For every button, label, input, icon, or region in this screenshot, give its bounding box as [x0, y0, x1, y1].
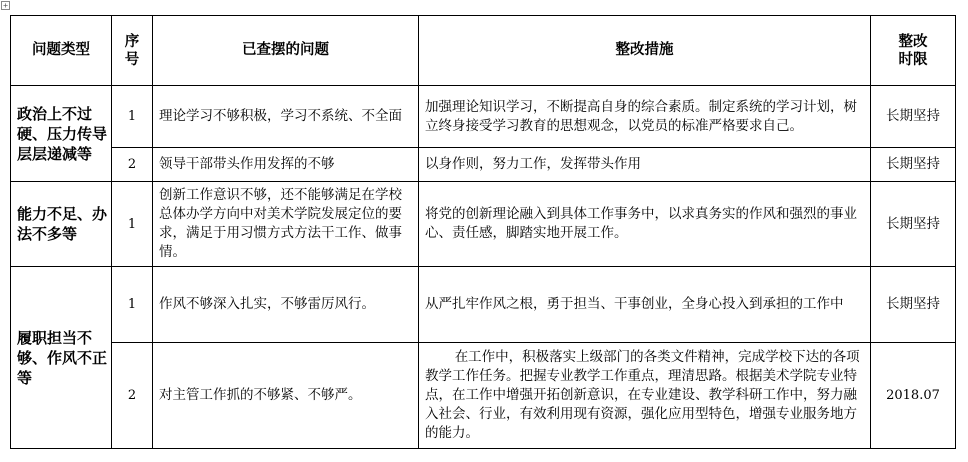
index-cell: 2 — [112, 148, 153, 182]
problem-cell: 理论学习不够积极，学习不系统、不全面 — [153, 86, 419, 148]
category-cell: 政治上不过硬、压力传导层层递减等 — [11, 86, 112, 182]
header-index-line1: 序 — [124, 33, 140, 50]
table-row — [11, 182, 956, 267]
table-row — [11, 86, 956, 148]
term-cell: 长期坚持 — [871, 148, 956, 182]
header-measure: 整改措施 — [419, 16, 871, 86]
problem-cell: 作风不够深入扎实，不够雷厉风行。 — [153, 267, 419, 343]
measure-cell: 加强理论知识学习，不断提高自身的综合素质。制定系统的学习计划，树立终身接受学习教育的思想观念，以党员的标准严格要求自己。 — [419, 86, 871, 148]
problem-cell: 对主管工作抓的不够紧、不够严。 — [153, 343, 419, 449]
problem-cell: 创新工作意识不够，还不能够满足在学校总体办学方向中对美术学院发展定位的要求，满足于用习惯方式方法干工作、做事情。 — [153, 182, 419, 267]
header-index-line2: 号 — [124, 51, 140, 68]
header-row — [11, 16, 956, 86]
term-cell: 长期坚持 — [871, 182, 956, 267]
term-cell: 2018.07 — [871, 343, 956, 449]
header-problem: 已查摆的问题 — [153, 16, 419, 86]
rectification-table — [10, 15, 956, 449]
category-cell: 能力不足、办法不多等 — [11, 182, 112, 267]
measure-cell: 在工作中，积极落实上级部门的各类文件精神，完成学校下达的各项教学工作任务。把握专业教学工作重点，理清思路。根据美术学院专业特点，在工作中增强开拓创新意识，在专业建设、教学科研工作中，努力融入社会、行业，有效利用现有资源，强化应用型特色，增强专业服务地方的能力。 — [419, 343, 871, 449]
header-category: 问题类型 — [11, 16, 112, 86]
term-cell: 长期坚持 — [871, 86, 956, 148]
index-cell: 1 — [112, 267, 153, 343]
table-row — [11, 148, 956, 182]
term-cell: 长期坚持 — [871, 267, 956, 343]
table-row — [11, 343, 956, 449]
measure-cell: 将党的创新理论融入到具体工作事务中，以求真务实的作风和强烈的事业心、责任感，脚踏实地开展工作。 — [419, 182, 871, 267]
header-term-line2: 时限 — [898, 51, 928, 68]
header-index — [112, 16, 153, 86]
header-term — [871, 16, 956, 86]
problem-cell: 领导干部带头作用发挥的不够 — [153, 148, 419, 182]
header-term-line1: 整改 — [898, 33, 928, 50]
table-move-handle-icon[interactable]: + — [1, 1, 10, 10]
index-cell: 1 — [112, 182, 153, 267]
measure-cell: 以身作则，努力工作，发挥带头作用 — [419, 148, 871, 182]
table-row — [11, 267, 956, 343]
index-cell: 1 — [112, 86, 153, 148]
index-cell: 2 — [112, 343, 153, 449]
measure-cell: 从严扎牢作风之根，勇于担当、干事创业，全身心投入到承担的工作中 — [419, 267, 871, 343]
category-cell: 履职担当不够、作风不正等 — [11, 267, 112, 449]
